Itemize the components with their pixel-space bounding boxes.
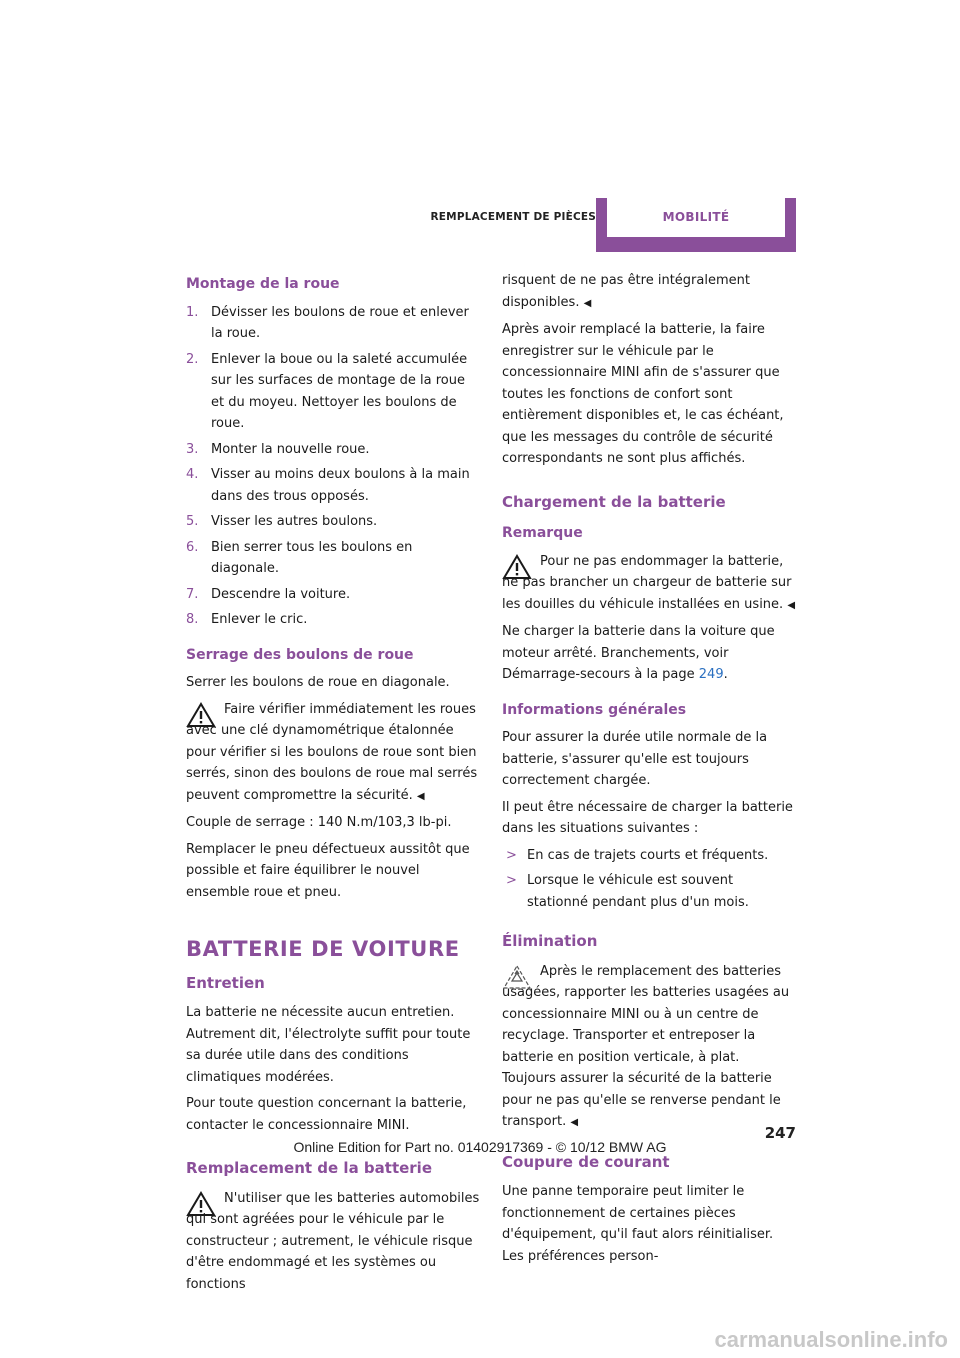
- step-number: 3.: [186, 441, 199, 457]
- serrage-torque: Couple de serrage : 140 N.m/103,3 lb-pi.: [186, 815, 452, 830]
- remarque-warning: [502, 551, 797, 617]
- right-column: [502, 270, 797, 1272]
- elimination-note: [502, 961, 797, 1134]
- elimination-heading: Élimination: [502, 932, 598, 950]
- recycling-icon: [502, 964, 532, 990]
- warning-text: Faire vérifier immédiatement les roues avec une clé dynamométrique étalonnée pour vérifier si les boulons de roue sont bien serrés, sinon des boulons de roue mal serrés peuvent compromettre la sécurité.: [186, 701, 478, 803]
- coupure-heading: Coupure de courant: [502, 1152, 670, 1171]
- warning-icon: [186, 1191, 216, 1217]
- step-text: Monter la nouvelle roue.: [211, 441, 370, 457]
- remplacement-heading: Remplacement de la batterie: [186, 1159, 432, 1177]
- chapter-tab: [596, 198, 796, 252]
- list-item: [186, 349, 481, 435]
- serrage-intro: Serrer les boulons de roue en diagonale.: [186, 675, 450, 690]
- remarque-paragraph-2: [502, 621, 797, 686]
- end-mark: ◀: [787, 599, 796, 611]
- step-number: 4.: [186, 467, 199, 482]
- remplacement-warning: [186, 1188, 481, 1296]
- chargement-heading: Chargement de la batterie: [502, 492, 726, 511]
- bullet-mark: >: [506, 873, 517, 888]
- list-item: [502, 870, 797, 913]
- bullet-text: Lorsque le véhicule est souvent stationné pendant plus d'un mois.: [527, 873, 749, 910]
- page-link[interactable]: 249: [698, 667, 724, 682]
- step-number: 1.: [186, 304, 199, 320]
- list-item: [186, 302, 481, 345]
- serrage-heading: Serrage des boulons de roue: [186, 646, 414, 663]
- step-number: 8.: [186, 612, 199, 627]
- running-header: REMPLACEMENT DE PIÈCES: [430, 211, 596, 223]
- warning-icon: [186, 702, 216, 728]
- coupure-paragraph: Une panne temporaire peut limiter le fonctionnement de certaines pièces d'équipement, qu'il faut alors réinitialiser. Les préférences person-: [502, 1184, 774, 1264]
- note-text: Après le remplacement des batteries usagées, rapporter les batteries usagées au concessionnaire MINI ou à un centre de recyclage. Transporter et entreposer la batterie en position verticale, à plat. Toujours assurer la sécurité de la batterie pour ne pas qu'elle se renverse pendant le transport.: [502, 963, 790, 1129]
- entretien-paragraph-1: La batterie ne nécessite aucun entretien. Autrement dit, l'électrolyte suffit pour toute sa durée utile dans des conditions climatiques modérées.: [186, 1005, 471, 1085]
- end-mark: ◀: [416, 790, 425, 802]
- bullet-text: En cas de trajets courts et fréquents.: [527, 847, 769, 863]
- step-text: Descendre la voiture.: [211, 586, 351, 602]
- page-number: 247: [764, 1124, 796, 1142]
- footer: Online Edition for Part no. 01402917369 - © 10/12 BMW AG: [293, 1139, 667, 1155]
- warning-icon: [502, 554, 532, 580]
- list-item: [186, 609, 481, 631]
- list-item: [186, 511, 481, 533]
- list-item: [186, 439, 481, 461]
- list-item: [186, 537, 481, 580]
- batterie-heading: BATTERIE DE VOITURE: [186, 937, 460, 961]
- remplacement-paragraph-2: Après avoir remplacé la batterie, la faire enregistrer sur le véhicule par le concessionnaire MINI afin de s'assurer que toutes les fonctions de confort sont entièrement disponibles et, le cas échéant, que les messages du contrôle de sécurité correspondants ne sont plus affichés.: [502, 322, 784, 466]
- list-item: [502, 845, 797, 867]
- step-number: 6.: [186, 539, 199, 555]
- infos-paragraph-2: Il peut être nécessaire de charger la batterie dans les situations suivantes :: [502, 799, 793, 836]
- step-text: Bien serrer tous les boulons en diagonale.: [211, 539, 413, 576]
- bullet-mark: >: [506, 847, 517, 863]
- montage-steps: [186, 302, 481, 631]
- step-number: 2.: [186, 351, 199, 367]
- serrage-replace: Remplacer le pneu défectueux aussitôt que possible et faire équilibrer le nouvel ensemble roue et pneu.: [186, 841, 470, 900]
- continued-text: risquent de ne pas être intégralement disponibles.: [502, 273, 750, 310]
- step-number: 7.: [186, 586, 199, 602]
- step-number: 5.: [186, 514, 199, 529]
- step-text: Enlever la boue ou la saleté accumulée sur les surfaces de montage de la roue et du moyeu. Nettoyer les boulons de roue.: [211, 351, 468, 431]
- warning-text: N'utiliser que les batteries automobiles qui sont agréées pour le véhicule par le constructeur ; autrement, le véhicule risque d'être endommagé et les systèmes ou fonctions: [186, 1190, 480, 1292]
- remarque-heading: Remarque: [502, 525, 583, 541]
- step-text: Dévisser les boulons de roue et enlever la roue.: [211, 304, 469, 341]
- list-item: [186, 464, 481, 507]
- montage-heading: Montage de la roue: [186, 276, 340, 292]
- warning-text: Pour ne pas endommager la batterie, ne pas brancher un chargeur de batterie sur les douilles du véhicule installées en usine.: [502, 553, 792, 612]
- remplacement-continued: [502, 270, 797, 314]
- step-text: Visser au moins deux boulons à la main dans des trous opposés.: [211, 467, 470, 504]
- infos-paragraph-1: Pour assurer la durée utile normale de la batterie, s'assurer qu'elle est toujours correctement chargée.: [502, 730, 768, 788]
- chapter-tab-label: MOBILITÉ: [607, 198, 785, 237]
- entretien-heading: Entretien: [186, 973, 265, 992]
- entretien-paragraph-2: Pour toute question concernant la batterie, contacter le concessionnaire MINI.: [186, 1096, 467, 1133]
- infos-bullets: [502, 845, 797, 914]
- watermark: carmanualsonline.info: [714, 1327, 948, 1352]
- end-mark: ◀: [570, 1117, 579, 1128]
- list-item: [186, 584, 481, 606]
- end-mark: ◀: [583, 297, 592, 309]
- paragraph-text-end: .: [723, 667, 728, 682]
- step-text: Enlever le cric.: [211, 612, 308, 627]
- infos-heading: Informations générales: [502, 701, 687, 718]
- step-text: Visser les autres boulons.: [211, 514, 378, 529]
- serrage-warning: [186, 699, 481, 808]
- paragraph-text: Ne charger la batterie dans la voiture que moteur arrêté. Branchements, voir Démarrage-secours à la page: [502, 624, 775, 682]
